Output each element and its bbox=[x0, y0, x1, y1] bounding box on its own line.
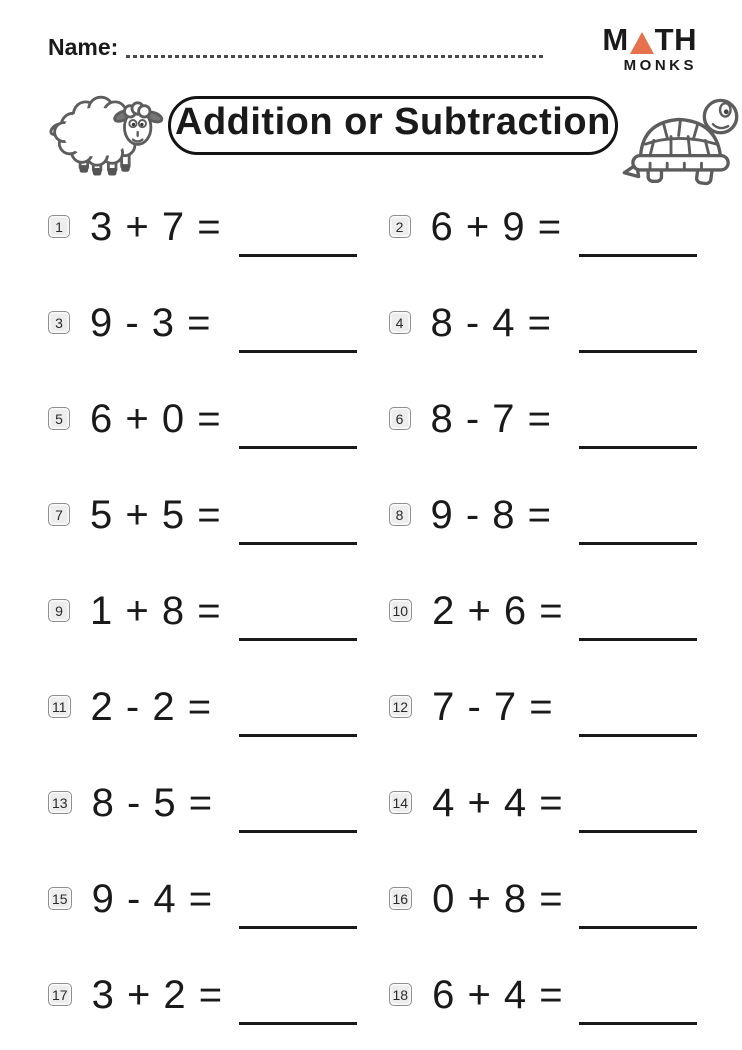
problem-number-badge: 5 bbox=[48, 407, 70, 430]
name-input-line[interactable] bbox=[126, 55, 545, 58]
problem-number-badge: 8 bbox=[389, 503, 411, 526]
problem-number-badge: 17 bbox=[48, 983, 72, 1006]
answer-blank[interactable] bbox=[239, 830, 357, 833]
turtle-illustration bbox=[620, 88, 742, 188]
answer-blank[interactable] bbox=[239, 350, 357, 353]
sheep-illustration bbox=[48, 86, 166, 181]
problem-equation: 8 - 4 = bbox=[430, 300, 553, 345]
problem-equation: 2 - 2 = bbox=[90, 684, 213, 729]
problem-equation: 8 - 5 = bbox=[91, 780, 214, 825]
problem-equation: 4 + 4 = bbox=[432, 780, 564, 825]
header bbox=[48, 24, 697, 76]
answer-blank[interactable] bbox=[239, 926, 357, 929]
problem-row bbox=[389, 204, 698, 250]
name-label: Name: bbox=[48, 34, 119, 60]
problem-number-badge: 4 bbox=[389, 311, 411, 334]
problem-number-badge: 14 bbox=[389, 791, 413, 814]
answer-blank[interactable] bbox=[579, 446, 697, 449]
title-band bbox=[48, 84, 697, 188]
logo-monks: MONKS bbox=[623, 57, 697, 74]
answer-blank[interactable] bbox=[239, 734, 357, 737]
problem-row bbox=[48, 396, 357, 442]
problem-equation: 9 - 3 = bbox=[90, 300, 212, 345]
problem-row bbox=[48, 972, 357, 1018]
problem-number-badge: 1 bbox=[48, 215, 70, 238]
answer-blank[interactable] bbox=[579, 830, 697, 833]
problem-row bbox=[48, 492, 357, 538]
problem-number-badge: 15 bbox=[48, 887, 72, 910]
problem-number-badge: 7 bbox=[48, 503, 70, 526]
worksheet-title: Addition or Subtraction bbox=[168, 96, 618, 156]
answer-blank[interactable] bbox=[579, 734, 697, 737]
problem-equation: 9 - 8 = bbox=[430, 492, 553, 537]
answer-blank[interactable] bbox=[239, 446, 357, 449]
problem-equation: 2 + 6 = bbox=[432, 588, 564, 633]
answer-blank[interactable] bbox=[579, 638, 697, 641]
answer-blank[interactable] bbox=[579, 1022, 697, 1025]
math-monks-logo bbox=[569, 24, 697, 76]
answer-blank[interactable] bbox=[239, 1022, 357, 1025]
problem-number-badge: 3 bbox=[48, 311, 70, 334]
problem-row bbox=[389, 492, 698, 538]
answer-blank[interactable] bbox=[579, 254, 697, 257]
problem-row bbox=[389, 972, 698, 1018]
problem-equation: 8 - 7 = bbox=[430, 396, 553, 441]
problem-row bbox=[389, 300, 698, 346]
problem-equation: 6 + 9 = bbox=[430, 204, 563, 249]
problem-number-badge: 2 bbox=[389, 215, 411, 238]
problem-equation: 3 + 7 = bbox=[90, 204, 222, 249]
problem-row bbox=[48, 204, 357, 250]
problem-number-badge: 9 bbox=[48, 599, 70, 622]
problem-row bbox=[48, 300, 357, 346]
problem-number-badge: 11 bbox=[48, 695, 71, 718]
problem-equation: 0 + 8 = bbox=[432, 876, 564, 921]
answer-blank[interactable] bbox=[579, 926, 697, 929]
problem-row bbox=[48, 780, 357, 826]
problem-equation: 6 + 4 = bbox=[432, 972, 564, 1017]
answer-blank[interactable] bbox=[239, 542, 357, 545]
problem-row bbox=[389, 588, 698, 634]
logo-letter-m: M bbox=[602, 22, 629, 57]
answer-blank[interactable] bbox=[579, 542, 697, 545]
problem-row bbox=[389, 780, 698, 826]
problem-number-badge: 16 bbox=[389, 887, 413, 910]
problem-equation: 3 + 2 = bbox=[91, 972, 224, 1017]
problem-row bbox=[48, 684, 357, 730]
problem-row bbox=[48, 876, 357, 922]
problem-row bbox=[389, 876, 698, 922]
answer-blank[interactable] bbox=[239, 254, 357, 257]
problem-row bbox=[389, 684, 698, 730]
problem-row bbox=[48, 588, 357, 634]
problem-equation: 5 + 5 = bbox=[90, 492, 222, 537]
logo-top-line bbox=[569, 24, 697, 55]
problem-equation: 7 - 7 = bbox=[432, 684, 554, 729]
problem-equation: 1 + 8 = bbox=[90, 588, 222, 633]
problem-row bbox=[389, 396, 698, 442]
problem-number-badge: 18 bbox=[389, 983, 413, 1006]
answer-blank[interactable] bbox=[239, 638, 357, 641]
answer-blank[interactable] bbox=[579, 350, 697, 353]
problem-number-badge: 6 bbox=[389, 407, 411, 430]
logo-triangle-icon bbox=[630, 32, 654, 54]
problem-equation: 9 - 4 = bbox=[91, 876, 214, 921]
problem-number-badge: 12 bbox=[389, 695, 413, 718]
logo-letters-th: TH bbox=[654, 22, 697, 57]
name-row bbox=[48, 36, 569, 59]
problem-number-badge: 13 bbox=[48, 791, 72, 814]
problems-grid bbox=[48, 204, 697, 1018]
problem-number-badge: 10 bbox=[389, 599, 413, 622]
problem-equation: 6 + 0 = bbox=[90, 396, 222, 441]
